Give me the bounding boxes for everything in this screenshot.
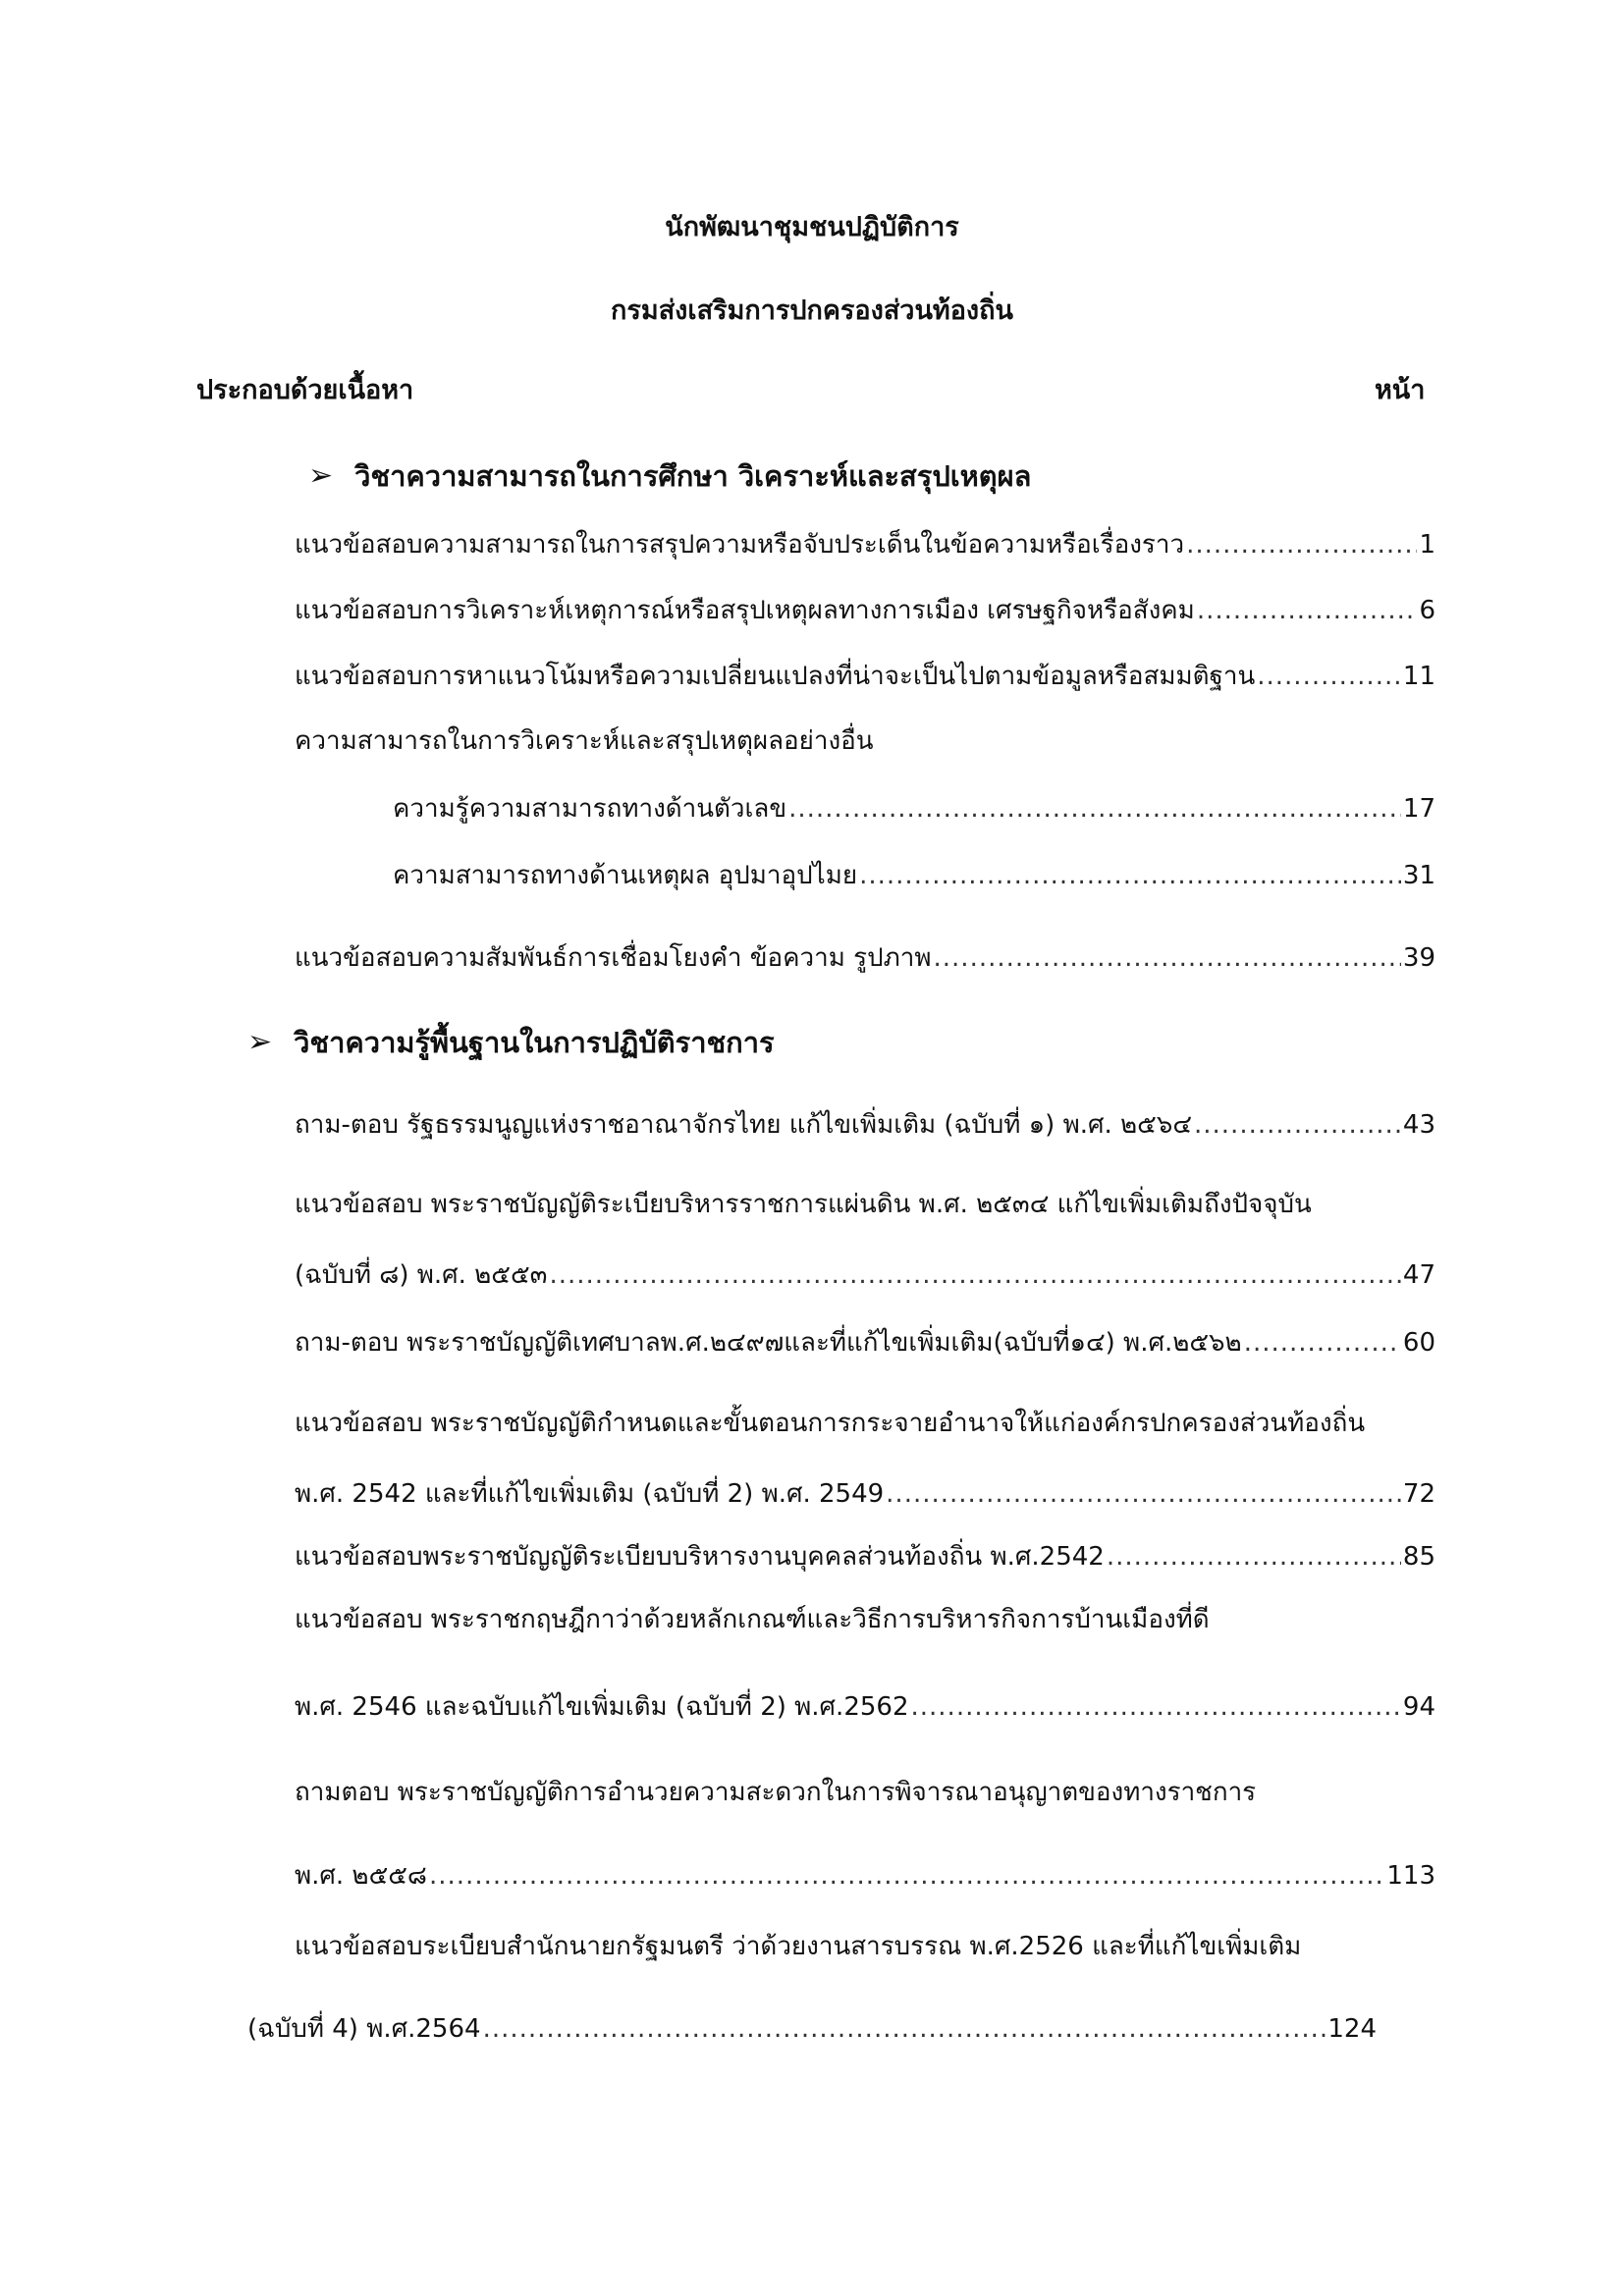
toc-entry-text: แนวข้อสอบความสัมพันธ์การเชื่อมโยงคำ ข้อความ รูปภาพ [295,943,932,973]
toc-entry[interactable] [247,2009,1377,2049]
toc-entry-text: แนวข้อสอบการหาแนวโน้มหรือความเปลี่ยนแปลงที่น่าจะเป็นไปตามข้อมูลหรือสมมติฐาน [295,662,1256,691]
toc-entry-page: 6 [1419,596,1435,625]
toc-entry-text-line1[interactable]: ถามตอบ พระราชบัญญัติการอำนวยความสะดวกในการพิจารณาอนุญาตของทางราชการ [295,1778,1257,1807]
toc-entry-text-line2: พ.ศ. 2546 และฉบับแก้ไขเพิ่มเติม (ฉบับที่ 2) พ.ศ.2562 [295,1692,909,1722]
toc-leader-dots [429,1856,1384,1896]
toc-entry-text: แนวข้อสอบพระราชบัญญัติระเบียบบริหารงานบุคคลส่วนท้องถิ่น พ.ศ.2542 [295,1542,1105,1572]
toc-entry-text: ถาม-ตอบ พระราชบัญญัติเทศบาลพ.ศ.๒๔๙๗และที่แก้ไขเพิ่มเติม(ฉบับที่๑๔) พ.ศ.๒๕๖๒ [295,1328,1242,1358]
contents-label: ประกอบด้วยเนื้อหา [196,375,414,405]
toc-entry-text: ความสามารถทางด้านเหตุผล อุปมาอุปไมย [393,861,858,890]
toc-entry-text-line1[interactable]: แนวข้อสอบ พระราชบัญญัติระเบียบริหารราชการแผ่นดิน พ.ศ. ๒๕๓๔ แก้ไขเพิ่มเติมถึงปัจจุบัน [295,1190,1312,1219]
document-title-line2: กรมส่งเสริมการปกครองส่วนท้องถิ่น [611,295,1013,326]
toc-entry-page: 17 [1402,794,1435,824]
toc-leader-dots [1257,657,1401,696]
toc-entry-text: แนวข้อสอบการวิเคราะห์เหตุการณ์หรือสรุปเหตุผลทางการเมือง เศรษฐกิจหรือสังคม [295,596,1195,625]
toc-leader-dots [1107,1537,1401,1576]
toc-entry[interactable] [295,938,1435,978]
toc-entry[interactable] [295,525,1435,564]
toc-entry[interactable] [295,657,1435,696]
toc-entry-page: 72 [1402,1479,1435,1509]
toc-leader-dots [1186,525,1417,564]
toc-leader-dots [886,1474,1401,1514]
toc-leader-dots [788,789,1401,828]
toc-entry-text: ถาม-ตอบ รัฐธรรมนูญแห่งราชอาณาจักรไทย แก้ไขเพิ่มเติม (ฉบับที่ ๑) พ.ศ. ๒๕๖๔ [295,1110,1192,1140]
toc-entry-text-line1[interactable]: แนวข้อสอบ พระราชบัญญัติกำหนดและขั้นตอนการกระจายอำนาจให้แก่องค์กรปกครองส่วนท้องถิ่น [295,1409,1366,1438]
toc-entry[interactable] [295,591,1435,630]
section-1-title: วิชาความสามารถในการศึกษา วิเคราะห์และสรุปเหตุผล [354,459,1032,493]
toc-leader-dots [1244,1323,1401,1362]
arrow-bullet-icon: ➢ [247,1025,273,1059]
toc-entry[interactable] [295,1105,1435,1145]
toc-entry-page: 124 [1327,2014,1377,2044]
toc-entry[interactable] [295,1856,1435,1896]
toc-leader-dots [859,856,1401,895]
toc-entry[interactable] [295,1537,1435,1576]
page-column-label: หน้า [1375,375,1426,405]
arrow-bullet-icon: ➢ [308,458,334,493]
toc-sub-entry[interactable] [393,856,1435,895]
section-2-heading [247,1023,775,1062]
toc-leader-dots [934,938,1401,978]
toc-entry-page: 94 [1402,1692,1435,1722]
toc-entry-text: ความรู้ความสามารถทางด้านตัวเลข [393,794,787,824]
toc-group-heading: ความสามารถในการวิเคราะห์และสรุปเหตุผลอย่างอื่น [295,726,874,756]
document-title-line1: นักพัฒนาชุมชนปฏิบัติการ [665,212,959,242]
toc-leader-dots [1194,1105,1401,1145]
toc-entry-text: แนวข้อสอบความสามารถในการสรุปความหรือจับประเด็นในข้อความหรือเรื่องราว [295,530,1185,560]
toc-entry-page: 113 [1386,1861,1435,1891]
toc-entry-text-line2: พ.ศ. 2542 และที่แก้ไขเพิ่มเติม (ฉบับที่ 2) พ.ศ. 2549 [295,1479,885,1509]
toc-entry[interactable] [295,1687,1435,1727]
toc-entry-text-line1[interactable]: แนวข้อสอบระเบียบสำนักนายกรัฐมนตรี ว่าด้วยงานสารบรรณ พ.ศ.2526 และที่แก้ไขเพิ่มเติม [295,1932,1302,1961]
toc-entry-page: 85 [1402,1542,1435,1572]
toc-leader-dots [483,2009,1326,2049]
toc-entry[interactable] [295,1323,1435,1362]
toc-entry-text-line2: (ฉบับที่ 4) พ.ศ.2564 [247,2014,481,2044]
toc-entry[interactable] [295,1255,1435,1295]
toc-entry-page: 39 [1402,943,1435,973]
toc-entry-text-line2: พ.ศ. ๒๕๕๘ [295,1861,427,1891]
toc-entry-page: 1 [1419,530,1435,560]
toc-entry-text-line2: (ฉบับที่ ๘) พ.ศ. ๒๕๕๓ [295,1260,548,1290]
toc-entry[interactable] [295,1474,1435,1514]
toc-entry-page: 43 [1402,1110,1435,1140]
toc-sub-entry[interactable] [393,789,1435,828]
toc-leader-dots [1197,591,1418,630]
toc-leader-dots [911,1687,1401,1727]
toc-entry-page: 60 [1402,1328,1435,1358]
section-2-title: วิชาความรู้พื้นฐานในการปฏิบัติราชการ [294,1026,775,1059]
toc-entry-page: 47 [1402,1260,1435,1290]
section-1-heading [308,456,1031,496]
toc-entry-page: 11 [1402,662,1435,691]
toc-leader-dots [549,1255,1400,1295]
toc-entry-page: 31 [1402,861,1435,890]
toc-entry-text-line1[interactable]: แนวข้อสอบ พระราชกฤษฎีกาว่าด้วยหลักเกณฑ์และวิธีการบริหารกิจการบ้านเมืองที่ดี [295,1605,1210,1634]
